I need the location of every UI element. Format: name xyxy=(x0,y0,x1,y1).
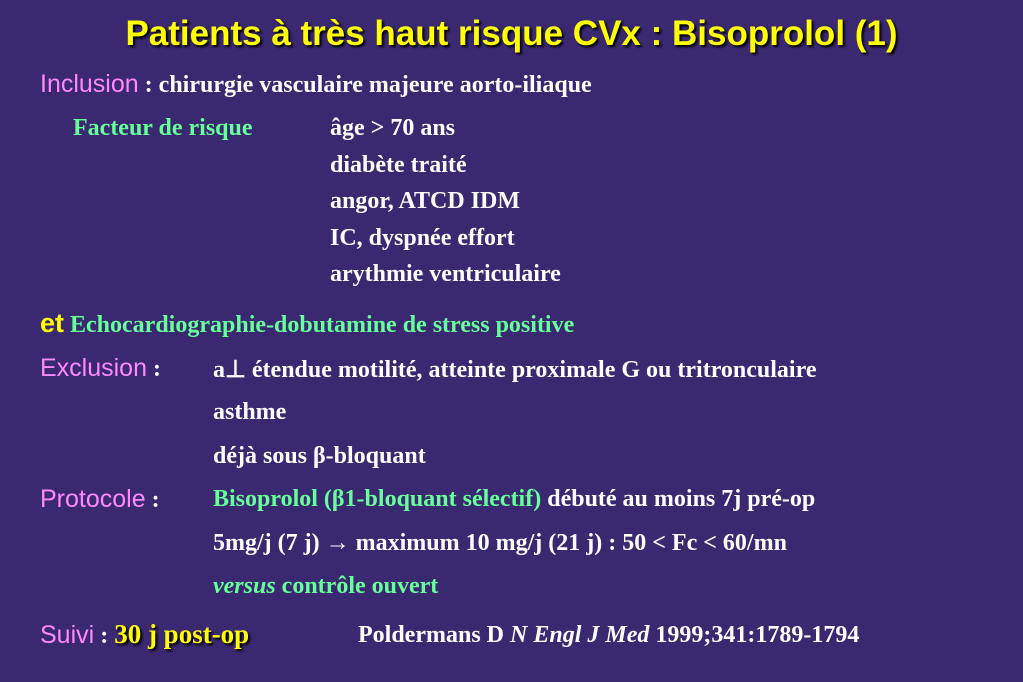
ref-details: 1999;341:1789-1794 xyxy=(649,622,860,648)
exclusion-item: déjà sous β-bloquant xyxy=(213,443,426,469)
exclusion-colon: : xyxy=(147,356,161,382)
et-label: et xyxy=(40,308,65,338)
inclusion-line xyxy=(40,70,592,99)
suivi-label: Suivi xyxy=(40,621,95,649)
protocole-colon: : xyxy=(145,487,160,513)
risk-factor-label: Facteur de risque xyxy=(73,115,253,141)
risk-item: angor, ATCD IDM xyxy=(330,188,521,214)
risk-factor-list xyxy=(330,115,561,298)
exclusion-item: a⊥ étendue motilité, atteinte proximale G ou tritronculaire xyxy=(213,357,817,383)
exclusion-heading xyxy=(40,354,161,383)
protocole-label: Protocole xyxy=(40,485,146,513)
risk-item: IC, dyspnée effort xyxy=(330,224,515,251)
suivi-line xyxy=(40,619,249,650)
inclusion-text: : chirurgie vasculaire majeure aorto-iliaque xyxy=(138,72,592,98)
suivi-value: 30 j post-op xyxy=(114,619,250,649)
risk-item: âge > 70 ans xyxy=(330,115,456,141)
control-text: contrôle ouvert xyxy=(275,573,439,599)
protocole-line-3 xyxy=(213,573,438,600)
slide-title: Patients à très haut risque CVx : Bisoprolol (1) xyxy=(125,14,898,53)
protocole-line-1 xyxy=(213,486,815,513)
echo-text: Echocardiographie-dobutamine de stress positive xyxy=(64,312,575,338)
ref-author: Poldermans D xyxy=(358,622,510,648)
inclusion-label: Inclusion xyxy=(40,70,139,98)
protocole-heading xyxy=(40,485,160,514)
suivi-colon: : xyxy=(94,623,115,649)
drug-start: débuté au moins 7j pré-op xyxy=(541,486,816,512)
exclusion-label: Exclusion xyxy=(40,354,147,382)
drug-name: Bisoprolol (β1-bloquant sélectif) xyxy=(213,486,542,512)
ref-journal: N Engl J Med xyxy=(510,622,650,648)
protocole-line-2: 5mg/j (7 j) → maximum 10 mg/j (21 j) : 50 < Fc < 60/mn xyxy=(213,530,787,556)
risk-item: diabète traité xyxy=(330,151,467,178)
versus-text: versus xyxy=(213,573,276,599)
reference xyxy=(358,622,859,649)
echo-line xyxy=(40,308,574,339)
risk-item: arythmie ventriculaire xyxy=(330,261,561,287)
exclusion-item: asthme xyxy=(213,399,287,425)
